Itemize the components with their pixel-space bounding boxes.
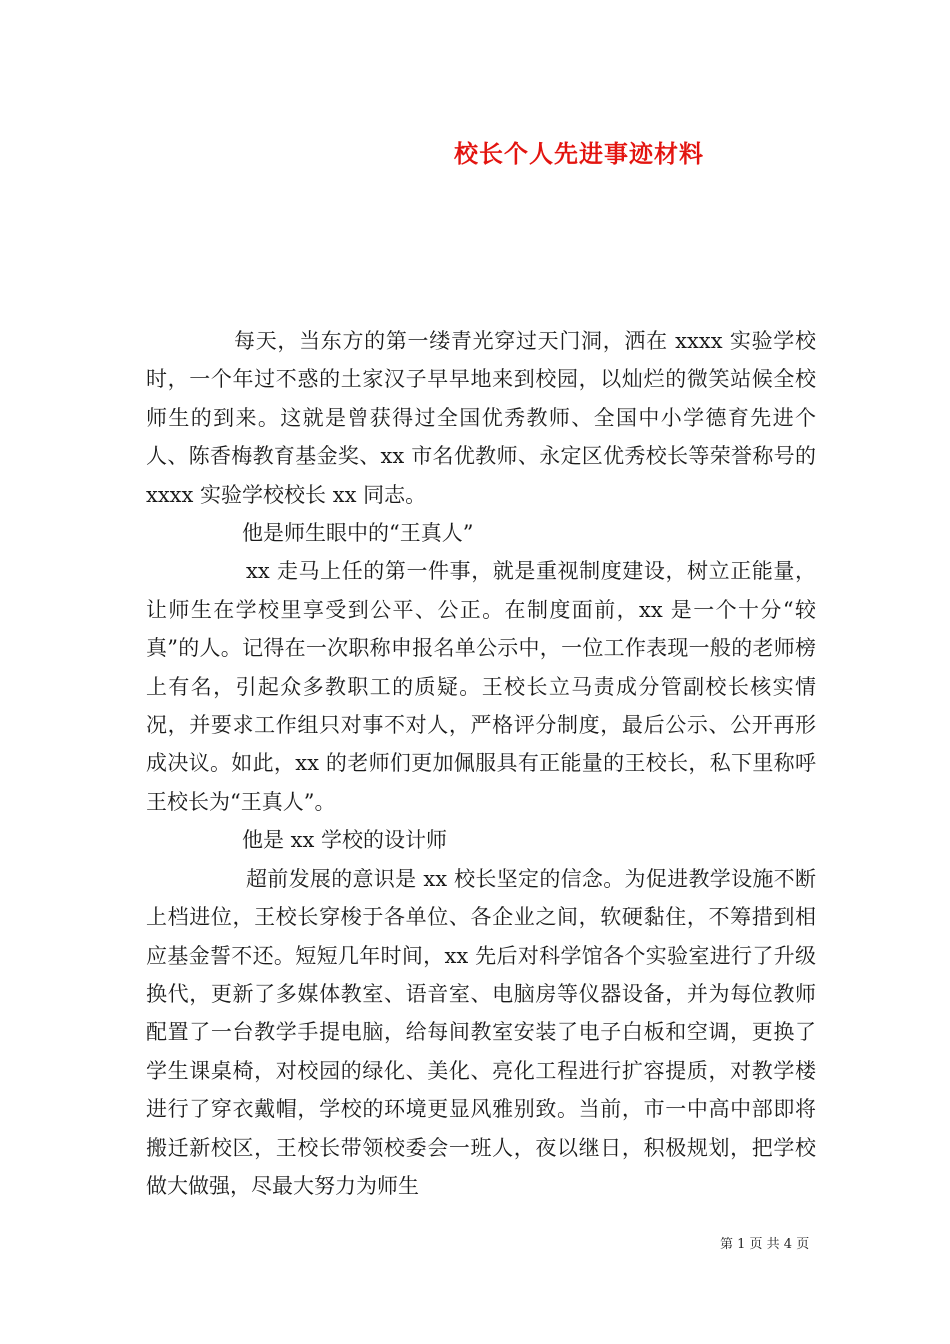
page-number: 第 1 页 共 4 页	[720, 1237, 810, 1252]
document-title: 校长个人先进事迹材料	[454, 140, 704, 168]
paragraph-intro: 每天，当东方的第一缕青光穿过天门洞，洒在 xxxx 实验学校时，一个年过不惑的土家汉子早早地来到校园，以灿烂的微笑站候全校师生的到来。这就是曾获得过全国优秀教师、全国中小学德育先进个人、陈香梅教育基金奖、xx 市名优教师、永定区优秀校长等荣誉称号的 xxxx 实验学校校长 xx 同志。	[146, 329, 816, 507]
section-heading-2: 他是 xx 学校的设计师	[242, 828, 448, 853]
paragraph-section-1: xx 走马上任的第一件事，就是重视制度建设，树立正能量，让师生在学校里享受到公平、公正。在制度面前，xx 是一个十分“较真”的人。记得在一次职称申报名单公示中，一位工作表现一般的老师榜上有名，引起众多教职工的质疑。王校长立马责成分管副校长核实情况，并要求工作组只对事不对人，严格评分制度，最后公示、公开再形成决议。如此，xx 的老师们更加佩服具有正能量的王校长，私下里称呼王校长为“王真人”。	[146, 559, 816, 814]
section-heading-1: 他是师生眼中的“王真人”	[242, 521, 474, 546]
document-body	[146, 322, 816, 1205]
paragraph-section-2: 超前发展的意识是 xx 校长坚定的信念。为促进教学设施不断上档进位，王校长穿梭于各单位、各企业之间，软硬黏住，不筹措到相应基金誓不还。短短几年时间，xx 先后对科学馆各个实验室进行了升级换代，更新了多媒体教室、语音室、电脑房等仪器设备，并为每位教师配置了一台教学手提电脑，给每间教室安装了电子白板和空调，更换了学生课桌椅，对校园的绿化、美化、亮化工程进行扩容提质，对教学楼进行了穿衣戴帽，学校的环境更显风雅别致。当前，市一中高中部即将搬迁新校区，王校长带领校委会一班人，夜以继日，积极规划，把学校做大做强，尽最大努力为师生	[146, 866, 816, 1198]
